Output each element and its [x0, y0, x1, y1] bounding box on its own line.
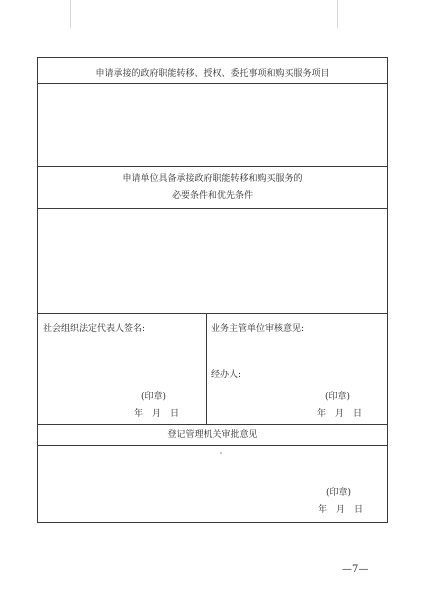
date-label: 年 月 日 — [318, 505, 364, 515]
registration-approval-cell[interactable] — [38, 446, 387, 522]
date-label: 年 月 日 — [134, 409, 180, 419]
section4-title: 登记管理机关审批意见 — [167, 430, 258, 440]
divider — [38, 166, 387, 167]
section1-content-area[interactable] — [38, 84, 387, 166]
legal-rep-signature-label: 社会组织法定代表人签名: — [43, 324, 146, 334]
seal-label: (印章) — [326, 488, 352, 498]
page-number: —7— — [342, 564, 369, 575]
section2-title-line2: 必要条件和优先条件 — [171, 191, 253, 201]
scan-mark — [337, 0, 338, 28]
section2-content-area[interactable] — [38, 209, 387, 313]
divider — [38, 424, 387, 425]
date-label: 年 月 日 — [317, 409, 363, 419]
legal-rep-signature-cell[interactable] — [38, 314, 206, 424]
seal-label: (印章) — [141, 392, 167, 402]
section1-title: 申请承接的政府职能转移、授权、委托事项和购买服务项目 — [95, 69, 330, 79]
handler-label: 经办人: — [211, 370, 242, 380]
scan-mark — [70, 0, 71, 28]
supervisor-review-label: 业务主管单位审核意见: — [211, 324, 305, 334]
approval-form-table — [37, 57, 388, 523]
section2-title-line1: 申请单位具备承接政府职能转移和购买服务的 — [122, 174, 303, 184]
supervisor-review-cell[interactable] — [207, 314, 388, 424]
seal-label: (印章) — [325, 392, 351, 402]
scan-speck — [220, 452, 222, 454]
